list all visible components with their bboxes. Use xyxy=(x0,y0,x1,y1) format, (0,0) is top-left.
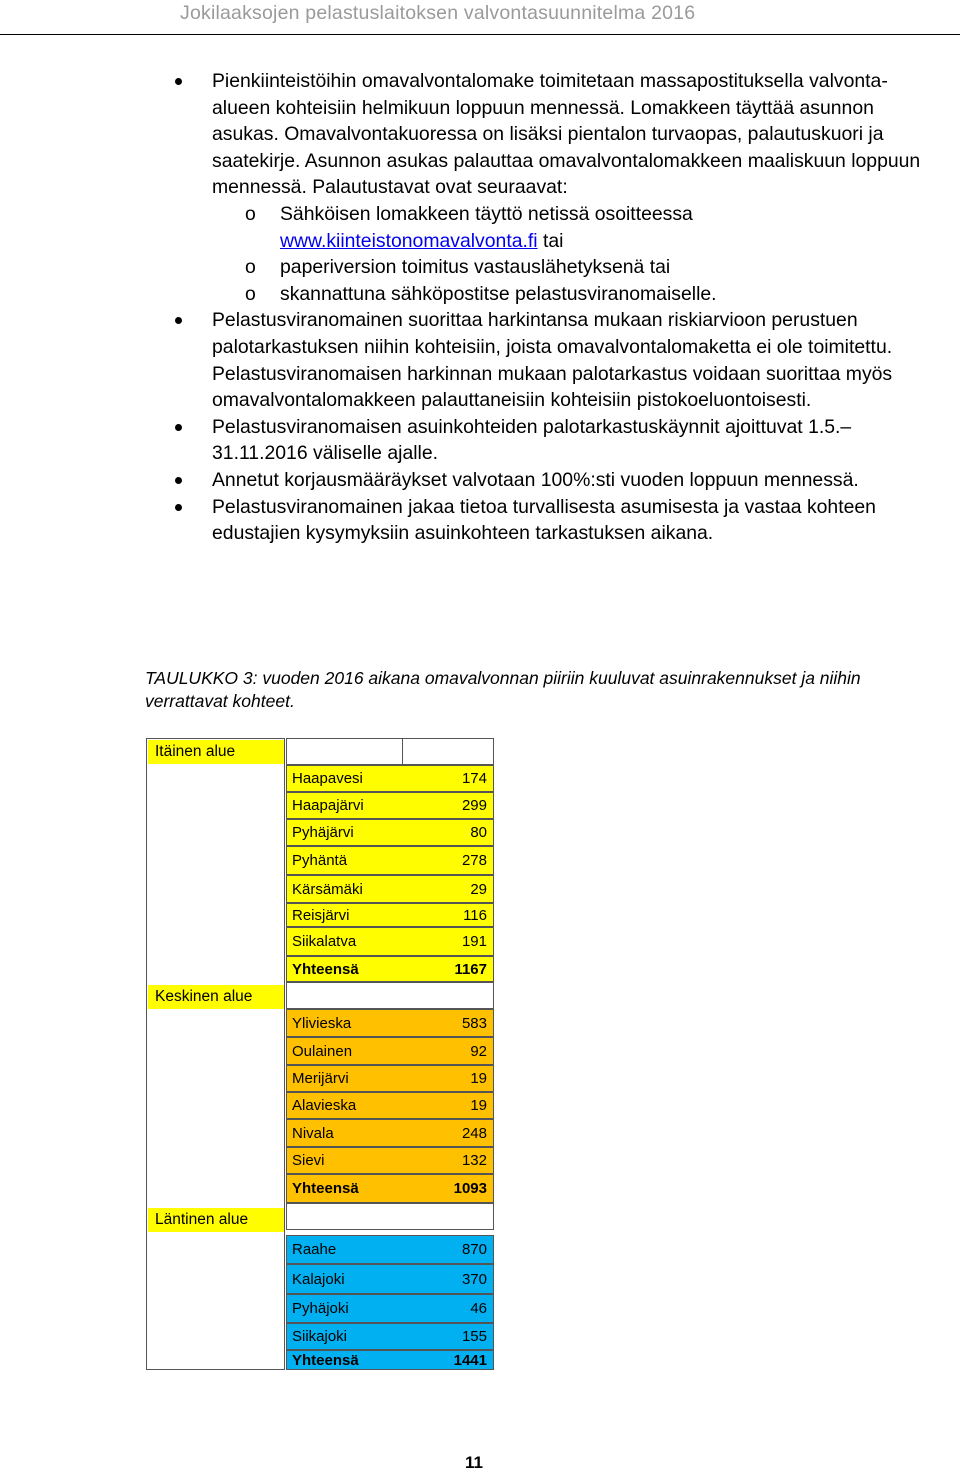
site-count: 299 xyxy=(461,797,487,814)
total-label: Yhteensä xyxy=(292,960,359,978)
sub-bullet-text: skannattuna sähköpostitse pelastusviranomaiselle. xyxy=(280,282,717,305)
site-count: 191 xyxy=(461,933,487,950)
bullet-text: Pelastusviranomaisen asuinkohteiden palotarkastuskäynnit ajoittuvat 1.5.–31.11.2016 väliselle ajalle. xyxy=(212,415,852,465)
page-number: 11 xyxy=(465,1453,483,1472)
table-row xyxy=(286,1092,494,1119)
bullet-text: Annetut korjausmääräykset valvotaan 100%:sti vuoden loppuun mennessä. xyxy=(212,468,859,491)
omavalvonta-link[interactable]: www.kiinteistonomavalvonta.fi xyxy=(280,229,538,252)
site-count: 19 xyxy=(470,1070,487,1087)
table-row xyxy=(286,1264,494,1294)
sub-bullet-text: Sähköisen lomakkeen täyttö netissä osoitteessa xyxy=(280,202,693,225)
bullet-dot-icon xyxy=(175,317,182,324)
municipality-name: Oulainen xyxy=(292,1042,353,1060)
table-row xyxy=(286,903,494,927)
region-label-keskinen: Keskinen alue xyxy=(148,985,284,1009)
sub-bullet-item xyxy=(0,281,940,308)
table-row xyxy=(286,1147,494,1174)
region-label-itainen: Itäinen alue xyxy=(148,740,284,764)
total-count: 1093 xyxy=(453,1180,487,1197)
bullet-dot-icon xyxy=(175,78,182,85)
municipality-name: Pyhäjärvi xyxy=(292,824,354,841)
site-count: 19 xyxy=(470,1097,487,1114)
municipality-name: Raahe xyxy=(292,1241,337,1258)
region-column xyxy=(146,738,285,1370)
bullet-item xyxy=(0,414,932,467)
table-row xyxy=(286,1065,494,1092)
municipality-name: Pyhäntä xyxy=(292,852,348,869)
table-total-row xyxy=(286,1174,494,1203)
total-count: 1441 xyxy=(453,1351,487,1369)
table-caption: TAULUKKO 3: vuoden 2016 aikana omavalvonnan piiriin kuuluvat asuinrakennukset ja niihin verrattavat kohteet. xyxy=(145,668,861,711)
municipality-name: Alavieska xyxy=(292,1097,357,1114)
bullet-dot-icon xyxy=(175,477,182,484)
table-row xyxy=(286,1294,494,1323)
municipality-name: Merijärvi xyxy=(292,1070,349,1087)
sub-bullet-item xyxy=(0,201,940,254)
bullet-item xyxy=(0,307,932,413)
site-count: 174 xyxy=(461,770,487,787)
sub-bullet-marker: o xyxy=(245,282,256,305)
bullet-text: Pelastusviranomainen suorittaa harkintansa mukaan riskiarvioon perustuen palotarkastuksen niihin kohteisiin, joista omavalvontalomaketta ei ole toimitettu. Pelastusviranomaisen harkinnan mukaan palotarkastus voidaan suorittaa myös omavalvontalomakkeen palauttaneisiin kohteisiin pistokoeluontoisesti. xyxy=(212,309,893,412)
bullet-dot-icon xyxy=(175,504,182,511)
site-count: 278 xyxy=(461,852,487,869)
table-row xyxy=(286,792,494,819)
bullet-item xyxy=(0,68,932,201)
site-count: 870 xyxy=(461,1241,487,1258)
table-spacer-cell xyxy=(286,982,494,1009)
sub-bullet-tail: tai xyxy=(537,229,564,252)
site-count: 92 xyxy=(470,1042,487,1060)
total-label: Yhteensä xyxy=(292,1180,359,1197)
bullet-item xyxy=(0,467,932,494)
table-row xyxy=(286,765,494,792)
region-label-lantinen: Läntinen alue xyxy=(148,1208,284,1232)
table-header-blank-cell xyxy=(402,738,494,765)
site-count: 46 xyxy=(470,1300,487,1317)
table-total-row xyxy=(286,1350,494,1370)
municipality-name: Ylivieska xyxy=(292,1014,352,1032)
table-row xyxy=(286,1235,494,1264)
table-row xyxy=(286,846,494,875)
site-count: 155 xyxy=(461,1328,487,1345)
municipality-name: Kärsämäki xyxy=(292,880,363,898)
site-count: 248 xyxy=(461,1124,487,1142)
total-count: 1167 xyxy=(454,960,487,978)
municipality-name: Haapajärvi xyxy=(292,797,364,814)
table-row xyxy=(286,819,494,846)
table-row xyxy=(286,927,494,956)
page-header-title: Jokilaaksojen pelastuslaitoksen valvontasuunnitelma 2016 xyxy=(180,2,696,24)
sub-bullet-marker: o xyxy=(245,256,256,279)
table-total-row xyxy=(286,956,494,982)
site-count: 370 xyxy=(461,1270,487,1288)
site-count: 29 xyxy=(470,880,487,898)
municipality-name: Siikalatva xyxy=(292,933,357,950)
site-count: 116 xyxy=(463,906,487,924)
municipality-name: Nivala xyxy=(292,1124,334,1142)
table-spacer-cell xyxy=(286,1203,494,1230)
sub-bullet-item xyxy=(0,254,940,281)
municipality-name: Pyhäjoki xyxy=(292,1300,349,1317)
site-count: 80 xyxy=(470,824,487,841)
table-row xyxy=(286,1009,494,1037)
bullet-list xyxy=(0,68,960,547)
table-row xyxy=(286,1323,494,1350)
table-row xyxy=(286,1119,494,1147)
site-count: 132 xyxy=(461,1152,487,1169)
municipality-name: Siikajoki xyxy=(292,1328,348,1345)
header-divider xyxy=(0,34,960,35)
municipality-name: Reisjärvi xyxy=(292,906,350,924)
table-header-blank-cell xyxy=(286,738,403,765)
municipality-name: Kalajoki xyxy=(292,1270,345,1288)
total-label: Yhteensä xyxy=(292,1351,359,1369)
bullet-item xyxy=(0,494,932,547)
sub-bullet-text: paperiversion toimitus vastauslähetyksenä tai xyxy=(280,256,671,279)
municipality-name: Sievi xyxy=(292,1152,325,1169)
bullet-text: Pienkiinteistöihin omavalvontalomake toimitetaan massapostituksella valvonta-alueen kohteisiin helmikuun loppuun mennessä. Lomakkeen täyttää asunnon asukas. Omavalvontakuoressa on lisäksi pientalon turvaopas, palautuskuori ja saatekirje. Asunnon asukas palauttaa omavalvontalomakkeen maaliskuun loppuun mennessä. Palautustavat ovat seuraavat: xyxy=(212,70,921,199)
bullet-dot-icon xyxy=(175,424,182,431)
municipality-name: Haapavesi xyxy=(292,770,363,787)
table-row xyxy=(286,875,494,903)
table-row xyxy=(286,1037,494,1065)
sub-bullet-marker: o xyxy=(245,202,256,225)
site-count: 583 xyxy=(461,1014,487,1032)
bullet-text: Pelastusviranomainen jakaa tietoa turvallisesta asumisesta ja vastaa kohteen edustajien kysymyksiin asuinkohteen tarkastuksen aikana. xyxy=(212,495,876,545)
